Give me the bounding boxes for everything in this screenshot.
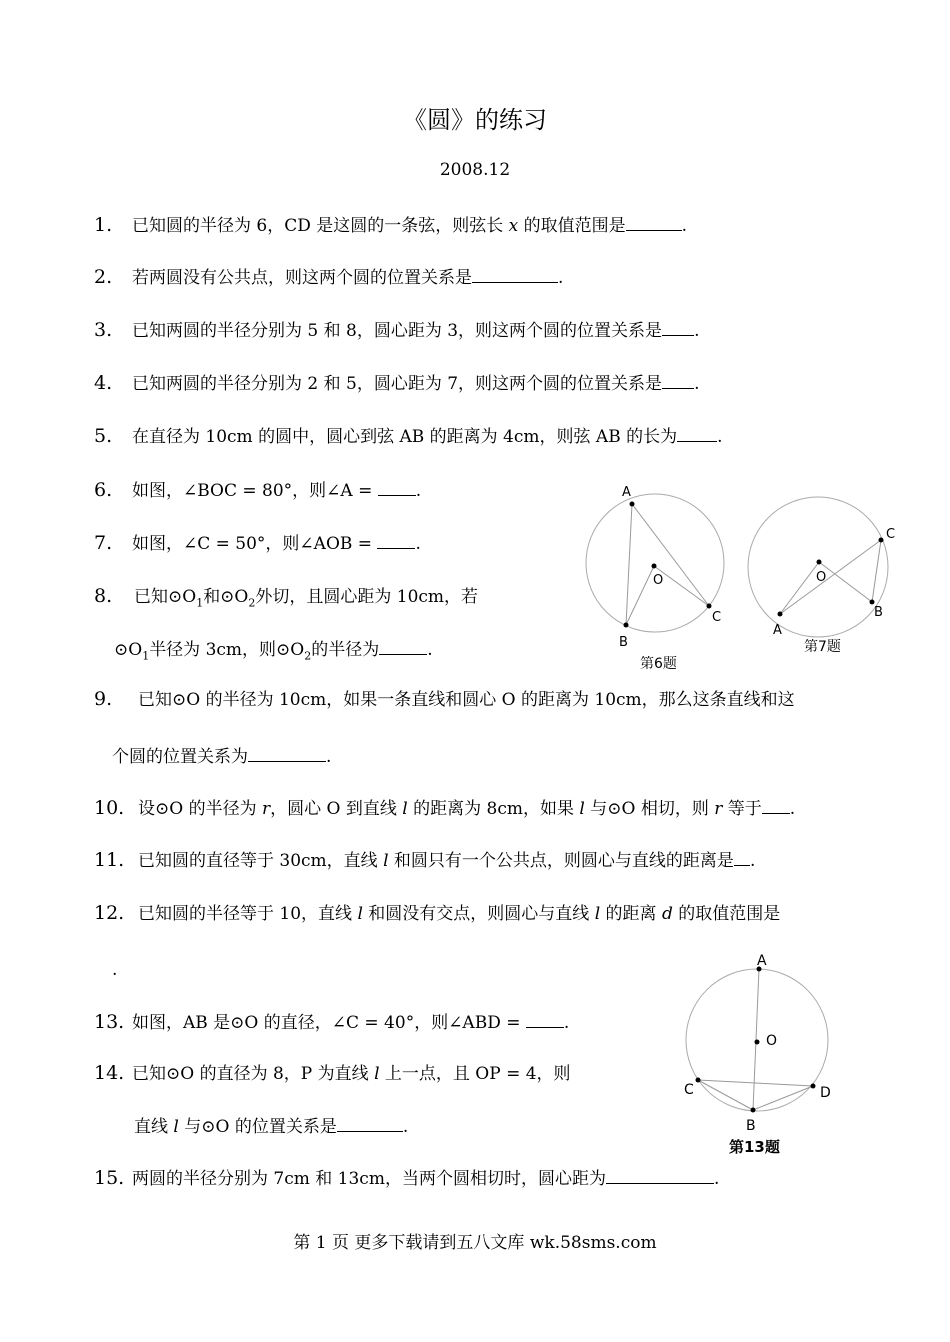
label-b: B bbox=[874, 605, 883, 620]
label-o: O bbox=[766, 1033, 778, 1049]
point-o bbox=[755, 1040, 760, 1045]
point-c bbox=[879, 538, 884, 543]
segment-ob bbox=[819, 562, 872, 602]
figure-6 bbox=[575, 480, 740, 675]
label-c: C bbox=[684, 1082, 694, 1098]
answer-blank[interactable] bbox=[377, 530, 415, 549]
answer-blank[interactable] bbox=[626, 212, 682, 231]
point-a bbox=[778, 612, 783, 617]
question-7: 7. 如图，∠C = 50°，则∠AOB = . bbox=[94, 532, 421, 554]
answer-blank[interactable] bbox=[606, 1165, 714, 1184]
answer-blank[interactable] bbox=[337, 1113, 403, 1132]
point-o bbox=[817, 560, 822, 565]
answer-blank[interactable] bbox=[248, 743, 326, 762]
segment-ob bbox=[626, 566, 654, 625]
question-14-line-2: 直线 l 与⊙O 的位置关系是 . bbox=[134, 1113, 408, 1139]
segment-ac bbox=[780, 540, 881, 614]
question-5: 5. 在直径为 10cm 的圆中，圆心到弦 AB 的距离为 4cm，则弦 AB 的长为 . bbox=[94, 425, 723, 447]
segment-ac bbox=[632, 504, 709, 606]
segment-ao bbox=[780, 562, 819, 614]
label-a: A bbox=[773, 623, 782, 638]
segment-cb bbox=[698, 1080, 753, 1110]
question-15: 15. 两圆的半径分别为 7cm 和 13cm，当两个圆相切时，圆心距为 . bbox=[94, 1167, 720, 1189]
question-9-line-2: 个圆的位置关系为 . bbox=[112, 743, 331, 769]
question-number: 1. bbox=[94, 214, 113, 236]
point-a bbox=[630, 502, 635, 507]
label-a: A bbox=[757, 953, 767, 969]
answer-blank[interactable] bbox=[379, 636, 427, 655]
question-9: 9. 已知⊙O 的半径为 10cm，如果一条直线和圆心 O 的距离为 10cm，那么这条直线和这 bbox=[94, 688, 795, 710]
point-b bbox=[624, 623, 629, 628]
date: 2008.12 bbox=[439, 160, 511, 180]
segment-ab bbox=[626, 504, 632, 625]
answer-blank[interactable] bbox=[662, 370, 694, 389]
circle bbox=[748, 497, 888, 637]
question-8-line-2: $⊙O_1$半径为 3cm，则$⊙O_2$的半径为 . bbox=[114, 636, 433, 668]
label-b: B bbox=[619, 635, 628, 650]
point-b bbox=[751, 1108, 756, 1113]
answer-blank[interactable] bbox=[472, 264, 558, 283]
question-12: 12. 已知圆的半径等于 10，直线 l 和圆没有交点，则圆心与直线 l 的距离 d 的取值范围是 bbox=[94, 902, 781, 924]
question-2: 2. 若两圆没有公共点，则这两个圆的位置关系是 . bbox=[94, 266, 564, 288]
figure-6-caption: 第6题 bbox=[640, 656, 677, 672]
label-o: O bbox=[816, 570, 827, 585]
segment-bc bbox=[872, 540, 881, 602]
segment-cd bbox=[698, 1080, 813, 1086]
question-3: 3. 已知两圆的半径分别为 5 和 8，圆心距为 3，则这两个圆的位置关系是 . bbox=[94, 319, 700, 341]
question-12-line-2: . bbox=[112, 960, 118, 980]
point-c bbox=[707, 604, 712, 609]
label-c: C bbox=[712, 610, 722, 625]
page-footer: 第 1 页 更多下载请到五八文库 wk.58sms.com bbox=[293, 1233, 657, 1253]
point-b bbox=[870, 600, 875, 605]
point-d bbox=[811, 1084, 816, 1089]
question-13: 13. 如图，AB 是⊙O 的直径，∠C = 40°，则∠ABD = . bbox=[94, 1011, 570, 1033]
question-11: 11. 已知圆的直径等于 30cm，直线 l 和圆只有一个公共点，则圆心与直线的距离是 . bbox=[94, 849, 756, 871]
figure-13 bbox=[675, 948, 850, 1163]
figure-7 bbox=[745, 480, 905, 660]
point-c bbox=[696, 1078, 701, 1083]
question-8: 8. 已知$⊙O_1$和$⊙O_2$外切，且圆心距为 10cm，若 bbox=[94, 585, 479, 610]
figure-7-caption: 第7题 bbox=[804, 639, 841, 655]
answer-blank[interactable] bbox=[762, 795, 790, 814]
answer-blank[interactable] bbox=[378, 477, 416, 496]
question-10: 10. 设⊙O 的半径为 r，圆心 O 到直线 l 的距离为 8cm，如果 l 与⊙O 相切，则 r 等于 . bbox=[94, 797, 796, 819]
label-a: A bbox=[622, 485, 631, 500]
segment-ab bbox=[753, 969, 759, 1110]
page-title: 《圆》的练习 bbox=[403, 106, 547, 134]
question-6: 6. 如图，∠BOC = 80°，则∠A = . bbox=[94, 479, 422, 501]
label-c: C bbox=[886, 527, 896, 542]
answer-blank[interactable] bbox=[526, 1009, 564, 1028]
answer-blank[interactable] bbox=[662, 317, 694, 336]
label-d: D bbox=[820, 1085, 831, 1101]
circle bbox=[586, 494, 724, 632]
figure-13-caption: 第13题 bbox=[729, 1138, 780, 1156]
point-o bbox=[652, 564, 657, 569]
question-14: 14. 已知⊙O 的直径为 8，P 为直线 l 上一点，且 OP = 4，则 bbox=[94, 1062, 571, 1084]
label-b: B bbox=[746, 1118, 756, 1134]
answer-blank[interactable] bbox=[734, 847, 750, 866]
question-4: 4. 已知两圆的半径分别为 2 和 5，圆心距为 7，则这两个圆的位置关系是 . bbox=[94, 372, 700, 394]
question-1: 1. 已知圆的半径为 6，CD 是这圆的一条弦，则弦长 x 的取值范围是 . bbox=[94, 214, 688, 236]
label-o: O bbox=[653, 573, 664, 588]
answer-blank[interactable] bbox=[677, 423, 717, 442]
